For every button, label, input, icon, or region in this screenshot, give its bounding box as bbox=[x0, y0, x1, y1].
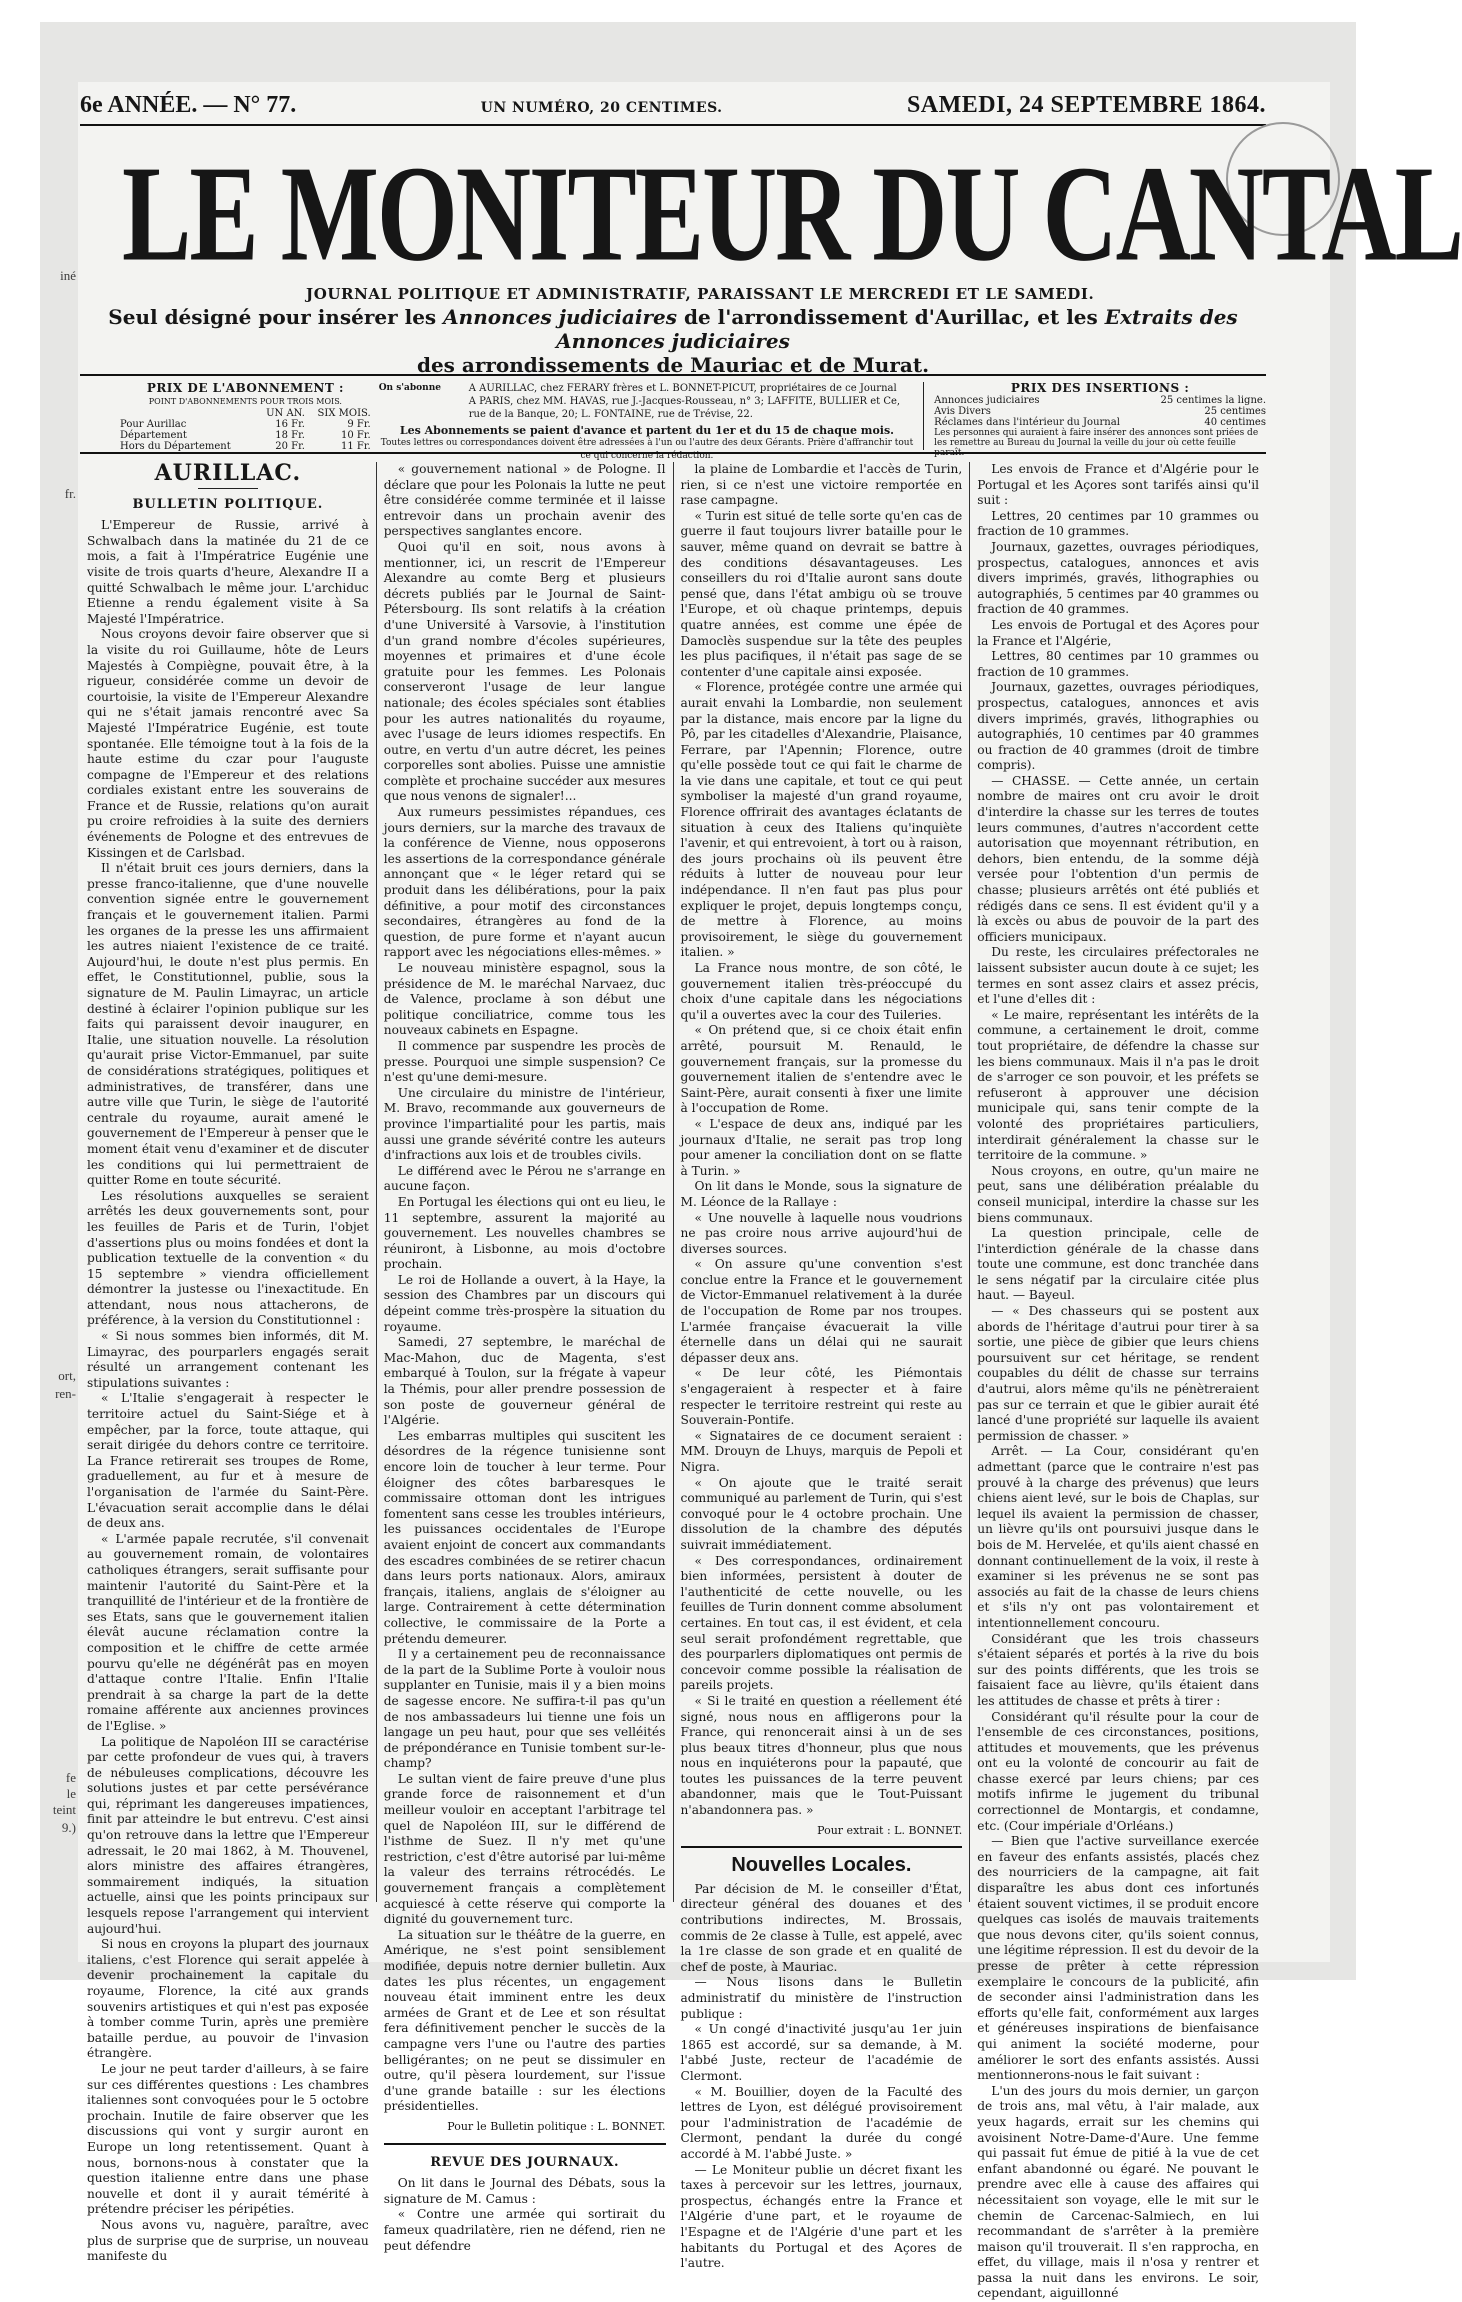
paragraph: Nous croyons, en outre, qu'un maire ne peut, sans une délibération préalable du conseil municipal, interdire la chasse sur les biens communaux. bbox=[977, 1163, 1259, 1225]
paragraph: « Signataires de ce document seraient : MM. Drouyn de Lhuys, marquis de Pepoli et Nigra. bbox=[680, 1428, 963, 1474]
correspondence-note: Toutes lettres ou correspondances doivent être adressées à l'un ou l'autre des deux Gérants. Prière d'affranchir tout ce qui concerne la rédaction. bbox=[380, 438, 914, 461]
top-rule bbox=[80, 124, 1266, 126]
paragraph: Nous avons vu, naguère, paraître, avec plus de surprise que de surprise, un nouveau manifeste du bbox=[87, 2217, 369, 2264]
notice-part: de l'arrondissement d'Aurillac, et les bbox=[683, 305, 1098, 329]
table-row bbox=[120, 408, 371, 419]
insertion-prices bbox=[923, 381, 1266, 458]
divider bbox=[384, 2143, 666, 2145]
row-label: Département bbox=[120, 430, 187, 441]
divider bbox=[198, 488, 258, 489]
paragraph: La situation sur le théâtre de la guerre, en Amérique, ne s'est point sensiblement modifiée, depuis notre dernier bulletin. Aux dates les plus récentes, un engagement nouveau était imminent entre les deux armées de Grant et de Lee et son résultat fera définitivement pencher le succès de la campagne vers l'une ou l'autre des parties belligérantes; on ne peut se dissimuler en outre, qu'il pèsera lourdement, sur l'issue d'une grande bataille : sur les élections présidentielles. bbox=[383, 1927, 666, 2114]
notice-part: Annonces judiciaires bbox=[443, 305, 677, 329]
column-2 bbox=[377, 462, 674, 2253]
location-row bbox=[379, 395, 915, 421]
paragraph: « gouvernement national » de Pologne. Il déclare que pour les Polonais la lutte ne peut être considérée comme terminée et il laisse entrevoir dans un prochain avenir des perspectives sanglantes encore. bbox=[383, 462, 666, 539]
paragraph: — CHASSE. — Cette année, un certain nombre de maires ont cru avoir le droit d'interdire la chasse sur les terres de toutes leurs communes, d'autres n'accordent cette autorisation que moyennant rétribution, en dehors, bien entendu, de la somme déjà versée pour l'obtention d'un permis de chasse; plusieurs arrêtés ont été publiés et rédigés dans ce sens. Il est évident qu'il y a là excès ou abus de pouvoir de la part des officiers municipaux. bbox=[977, 773, 1259, 944]
paragraph: « Si nous sommes bien informés, dit M. Limayrac, des pourparlers engagés serait résulté un arrangement contenant les stipulations suivantes : bbox=[87, 1329, 369, 1390]
paragraph: « L'Italie s'engagerait à respecter le territoire actuel du Saint-Siége et à empêcher, par la force, toute attaque, qui serait dirigée du dehors contre ce territoire. La France retirerait ses troupes de Rome, graduellement, au fur et à mesure de l'organisation de l'armée du Saint-Père. L'évacuation serait accomplie dans le délai de deux ans. bbox=[87, 1391, 369, 1531]
paragraph: Samedi, 27 septembre, le maréchal de Mac-Mahon, duc de Magenta, s'est embarqué à Toulon, sur la frégate à vapeur la Thémis, pour aller prendre possession de son poste de gouverneur général de l'Algérie. bbox=[383, 1335, 666, 1428]
price-cell: 25 centimes la ligne. bbox=[1160, 395, 1266, 406]
payment-note: Les Abonnements se paient d'avance et partent du 1er et du 15 de chaque mois. bbox=[399, 424, 894, 437]
location-text: A PARIS, chez MM. HAVAS, rue J.-Jacques-Rousseau, n° 3; LAFFITE, BULLIER et Ce, rue de la Banque, 20; L. FONTAINE, rue de Trévise, 22. bbox=[468, 396, 901, 420]
paragraph: Nous croyons devoir faire observer que si la visite du roi Guillaume, hôte de Leurs Majestés à Compiègne, pouvait être, à la rigueur, considérée comme un devoir de courtoisie, la visite de l'Empereur Alexandre qui ne s'était jamais rencontré avec Sa Majesté l'Impératrice Eugénie, est toute spontanée. Elle témoigne tout à la fois de la haute estime du czar pour l'auguste compagne de l'Empereur et des relations cordiales existant entre les souverains de France et de Russie, relations qu'on aurait pu croire refroidies à la suite des derniers événements de Pologne et des entrevues de Kissingen et de Carlsbad. bbox=[87, 627, 369, 860]
paragraph: Considérant que les trois chasseurs s'étaient séparés et portés à la rive du bois sur des points différents, que les trois se faisaient face au lièvre, qu'ils étaient dans les attitudes de chasse et prêts à tirer : bbox=[977, 1631, 1259, 1708]
paragraph: En Portugal les élections qui ont eu lieu, le 11 septembre, assurent la majorité au gouvernement. Les nouvelles chambres se réuniront, à Lisbonne, au mois d'octobre prochain. bbox=[383, 1194, 666, 1272]
paragraph: Les envois de Portugal et des Açores pour la France et l'Algérie, bbox=[977, 617, 1259, 648]
issue-price: UN NUMÉRO, 20 CENTIMES. bbox=[480, 100, 723, 116]
insertion-title: PRIX DES INSERTIONS : bbox=[1010, 381, 1190, 395]
paragraph: La France nous montre, de son côté, le gouvernement italien très-préoccupé du choix d'une capitale dans les négociations qu'il a ouvertes avec la cour des Tuileries. bbox=[680, 961, 963, 1022]
paragraph: On lit dans le Journal des Débats, sous la signature de M. Camus : bbox=[383, 2176, 666, 2206]
paragraph: Quoi qu'il en soit, nous avons à mentionner, ici, un rescrit de l'Empereur Alexandre au comte Berg et plusieurs décrets publiés par le Journal de Saint-Pétersbourg. Ils sont relatifs à la création d'une Université à Varsovie, à l'institution d'un grand nombre d'écoles supérieures, moyennes et primaires et d'une école gratuite pour les femmes. Les Polonais conserveront l'usage de leur langue nationale; des écoles spéciales sont établies pour les autres nationalités du royaume, avec l'usage de leurs idiomes respectifs. En outre, en vertu d'un autre décret, les peines corporelles sont abolies. Puisse une amnistie complète et prochaine succéder aux mesures que nous venons de signaler!... bbox=[383, 539, 666, 804]
column-4 bbox=[970, 462, 1266, 2301]
paragraph: « Un congé d'inactivité jusqu'au 1er juin 1865 est accordé, sur sa demande, à M. l'abbé Juste, recteur de l'académie de Clermont. bbox=[680, 2022, 963, 2083]
paragraph: Le roi de Hollande a ouvert, à la Haye, la session des Chambres par un discours qui dépeint comme très-prospère la situation du royaume. bbox=[383, 1272, 666, 1334]
paragraph: « Si le traité en question a réellement été signé, nous nous en affligerons pour la France, qui renoncerait ainsi à un de ses plus beaux titres d'honneur, plus que nous nous en inquiéterons pour la papauté, que toutes les puissances de la terre peuvent abandonner, mais que le Tout-Puissant n'abandonnera pas. » bbox=[680, 1693, 963, 1818]
signature: Pour le Bulletin politique : L. BONNET. bbox=[447, 2119, 666, 2133]
edge-fragment: 9.) bbox=[61, 1820, 76, 1835]
paragraph: « Le maire, représentant les intérêts de la commune, a certainement le droit, comme tout propriétaire, de défendre la chasse sur les biens communaux. Mais il n'a pas le droit de s'arroger ce son pouvoir, et les préfets se refuseront à approuver une décision municipale qui, sans tenir compte de la volonté des propriétaires particuliers, interdirait généralement la chasse sur le territoire de la commune. » bbox=[977, 1007, 1259, 1163]
subscription-title: PRIX DE L'ABONNEMENT : bbox=[146, 381, 344, 395]
article-columns bbox=[80, 460, 1266, 2301]
table-row bbox=[120, 441, 371, 452]
paragraph: On lit dans le Monde, sous la signature de M. Léonce de la Rallaye : bbox=[680, 1179, 963, 1209]
edge-fragment: ort, bbox=[58, 1368, 76, 1383]
paragraph: Il commence par suspendre les procès de presse. Pourquoi une simple suspension? Ce n'est qu'une demi-mesure. bbox=[383, 1038, 666, 1085]
paragraph: Il y a certainement peu de reconnaissance de la part de la Sublime Porte à vouloir nous supplanter en Tunisie, mais il y a bien moins de sagesse encore. Ne suffira-t-il pas qu'un de nos ambassadeurs lui tienne une fois un langage un peu haut, pour que ses velléités de prépondérance en Tunisie tombent sur-le-champ? bbox=[383, 1647, 666, 1771]
price-cell: 25 centimes bbox=[1204, 406, 1266, 417]
paragraph: « Florence, protégée contre une armée qui aurait envahi la Lombardie, non seulement par la distance, mais encore par la ligne du Pô, par les citadelles d'Alexandrie, Plaisance, Ferrare, par l'Apennin; Florence, outre qu'elle possède tout ce qui fait le charme de la vie dans une capitale, et tout ce qui peut symboliser la majesté d'un grand royaume, Florence offrirait des avantages éclatants de situation à ceux des Italiens qu'inquiète l'avenir, et qui entrevoient, à tort ou à raison, des jours prochains où ils peuvent être réduits à lutter de nouveau pour leur indépendance. Il n'en faut pas plus pour expliquer le projet, depuis longtemps conçu, de mettre à Florence, au moins provisoirement, le siège du gouvernement italien. » bbox=[680, 680, 963, 960]
subscription-prices bbox=[80, 382, 371, 450]
masthead-subtitle: JOURNAL POLITIQUE ET ADMINISTRATIF, PARAISSANT LE MERCREDI ET LE SAMEDI. bbox=[306, 285, 1095, 303]
column-header: UN AN. bbox=[266, 408, 305, 419]
paragraph: Le différend avec le Pérou ne s'arrange en aucune façon. bbox=[383, 1163, 666, 1194]
paragraph: La politique de Napoléon III se caractérise par cette profondeur de vues qui, à travers de nébuleuses complications, découvre les solutions justes et par cette persévérance qui, réprimant les dangereuses impatiences, finit par atteindre le but entrevu. C'est ainsi qu'on retrouve dans la lettre que l'Empereur adressait, le 20 mai 1862, à M. Thouvenel, alors ministre des affaires étrangères, sommairement indiqués, la situation actuelle, ainsi que les points principaux sur lesquels repose l'arrangement qui intervient aujourd'hui. bbox=[87, 1734, 369, 1936]
paragraph: Lettres, 20 centimes par 10 grammes ou fraction de 10 grammes. bbox=[977, 508, 1259, 539]
paragraph: Le nouveau ministère espagnol, sous la présidence de M. le maréchal Narvaez, duc de Valence, proclame à son début une politique conciliatrice, comme tous les nouveaux cabinets en Espagne. bbox=[383, 961, 666, 1038]
paragraph: L'Empereur de Russie, arrivé à Schwalbach dans la matinée du 21 de ce mois, a fait à l'Impératrice Eugénie une visite de trois quarts d'heure, Alexandre II a quitté Schwalbach le même jour. L'archiduc Etienne a rendu également visite à Sa Majesté l'Impératrice. bbox=[87, 518, 369, 626]
column-header: SIX MOIS. bbox=[317, 408, 371, 419]
subscription-rule bbox=[80, 452, 1266, 454]
subscription-locations bbox=[371, 382, 923, 461]
subscription-bar bbox=[80, 381, 1266, 461]
paragraph: « Des correspondances, ordinairement bien informées, persistent à douter de l'authenticité de cette nouvelle, ou les feuilles de Turin donnent comme absolument certaines. En tout cas, il est évident, et cela seul serait profondément regrettable, que des pourparlers diplomatiques ont permis de concevoir comme possible la réalisation de pareils projets. bbox=[680, 1553, 963, 1693]
paragraph: Arrêt. — La Cour, considérant qu'en admettant (parce que le contraire n'est pas prouvé à la charge des prévenus) que leurs chiens aient levé, sur le bois de Chaplas, sur lequel ils avaient la permission de chasser, un lièvre qu'ils ont poursuivi jusque dans le bois de M. Hervelée, et qu'ils aient chassé en donnant continuellement de la voix, il reste à examiner si les prévenus ne se sont pas associés au fait de la chasse de leurs chiens et s'ils n'y ont pas volontairement et intentionnellement concouru. bbox=[977, 1444, 1259, 1630]
paragraph: L'un des jours du mois dernier, un garçon de trois ans, mal vêtu, à l'air malade, aux yeux hagards, errait sur les chemins qui avoisinent Notre-Dame-d'Aure. Une femme qui passait fut émue de pitié à la vue de cet enfant abandonné ou égaré. Ne pouvant le prendre avec elle à cause des affaires qui nécessitaient son voyage, elle le mit sur le chemin de Carcenac-Salmiech, en lui recommandant de s'arrêter à la première maison qu'il trouverait. Il s'en rapprocha, en effet, du village, mais il n'osa y rentrer et passa la nuit dans les environs. Le soir, cependant, aiguillonné bbox=[977, 2083, 1259, 2301]
paragraph: Le jour ne peut tarder d'ailleurs, à se faire sur ces différentes questions : Les chambres italiennes sont convoquées pour le 5 octobre prochain. Inutile de faire observer que les discussions qui vont y surgir auront en Europe un long retentissement. Quant à nous, bornons-nous à constater que la question italienne entre dans une phase nouvelle et dont il y aurait témérité à prétendre préciser les péripéties. bbox=[87, 2061, 369, 2217]
divider bbox=[681, 1846, 963, 1848]
insertion-table bbox=[934, 395, 1266, 428]
column-1 bbox=[80, 460, 377, 2264]
paragraph: — Nous lisons dans le Bulletin administratif du ministère de l'instruction publique : bbox=[680, 1975, 963, 2021]
paragraph: « Une nouvelle à laquelle nous voudrions ne pas croire nous arrive aujourd'hui de diverses sources. bbox=[680, 1210, 963, 1256]
price-cell: 16 Fr. bbox=[275, 419, 305, 430]
paragraph: « On ajoute que le traité serait communiqué au parlement de Turin, qui s'est convoqué pour le 4 octobre prochain. Une dissolution de la chambre des députés suivrait immédiatement. bbox=[680, 1475, 963, 1552]
paragraph: Une circulaire du ministre de l'intérieur, M. Bravo, recommande aux gouverneurs de province l'impartialité pour les partis, mais aussi une grande sévérité contre les auteurs d'infractions aux lois et de troubles civils. bbox=[383, 1085, 666, 1163]
price-cell: 10 Fr. bbox=[341, 430, 371, 441]
edge-fragment: fr. bbox=[64, 486, 76, 501]
paragraph: Du reste, les circulaires préfectorales ne laissent subsister aucun doute à ce sujet; les termes en sont assez clairs et assez précis, et l'une d'elles dit : bbox=[977, 945, 1259, 1007]
table-row bbox=[934, 417, 1266, 428]
notice-part: des arrondissements de Mauriac et de Murat. bbox=[416, 353, 930, 377]
section-heading: AURILLAC. bbox=[154, 460, 302, 486]
paragraph: Si nous en croyons la plupart des journaux italiens, c'est Florence qui serait appelée à devenir prochainement la capitale du royaume, Florence, la cité aux grands souvenirs artistiques et qui n'est pas exposée à tomber comme Turin, après une première bataille perdue, au pouvoir de l'invasion étrangère. bbox=[87, 1937, 369, 2061]
paragraph: la plaine de Lombardie et l'accès de Turin, rien, si ce n'est une victoire remportée en rase campagne. bbox=[680, 462, 963, 508]
edge-fragment: teint bbox=[52, 1802, 76, 1817]
row-label: Réclames dans l'intérieur du Journal bbox=[934, 417, 1120, 428]
paragraph: — Le Moniteur publie un décret fixant les taxes à percevoir sur les lettres, journaux, prospectus, échangés entre la France et l'Algérie d'une part, et le royaume de l'Espagne et de l'Algérie d'une part et les habitants du Portugal et des Açores de l'autre. bbox=[680, 2162, 963, 2271]
paragraph: La question principale, celle de l'interdiction générale de la chasse dans toute une commune, est donc tranchée dans le sens négatif par la circulaire citée plus haut. — Bayeul. bbox=[977, 1226, 1259, 1303]
paragraph: Aux rumeurs pessimistes répandues, ces jours derniers, sur la marche des travaux de la conférence de Vienne, nous opposerons les assertions de la correspondance générale annonçant que « le léger retard qui se produit dans les délibérations, pour la paix définitive, a pour motif des circonstances secondaires, étrangères au fond de la question, de pure forme et n'ayant aucun rapport avec les négociations elles-mêmes. » bbox=[383, 805, 666, 960]
table-row bbox=[934, 395, 1266, 406]
location-text: A AURILLAC, chez FERARY frères et L. BONNET-PICUT, propriétaires de ce Journal bbox=[468, 383, 897, 394]
dateline bbox=[80, 92, 1266, 119]
paragraph: Lettres, 80 centimes par 10 grammes ou fraction de 10 grammes. bbox=[977, 649, 1259, 679]
row-label: Avis Divers bbox=[934, 406, 991, 417]
legal-notice-line bbox=[80, 305, 1266, 377]
paragraph: — « Des chasseurs qui se postent aux abords de l'héritage d'autrui pour tirer à sa sortie, une pièce de gibier que leurs chiens poursuivent sur cet héritage, se rendent coupables du délit de chasse sur terrains d'autrui, alors même qu'ils ne pénètreraient pas sur ce terrain et que le gibier aurait été lancé d'une propriété sur laquelle ils avaient permission de chasser. » bbox=[977, 1304, 1259, 1443]
insertion-note: Les personnes qui auraient à faire insérer des annonces sont priées de les remettre au Bureau du Journal la veille du jour où cette feuille paraît. bbox=[934, 428, 1259, 458]
row-label: Annonces judiciaires bbox=[934, 395, 1040, 406]
paragraph: « Contre une armée qui sortirait du fameux quadrilatère, rien ne défend, rien ne peut défendre bbox=[383, 2207, 666, 2253]
paragraph: « On prétend que, si ce choix était enfin arrêté, poursuit M. Renauld, le gouvernement français, sur la promesse du gouvernement italien de s'entendre avec le Saint-Père, aurait consenti à fixer une limite à l'occupation de Rome. bbox=[680, 1023, 963, 1116]
paragraph: Les envois de France et d'Algérie pour le Portugal et les Açores sont tarifés ainsi qu'il suit : bbox=[977, 462, 1259, 508]
location-label: On s'abonne bbox=[378, 383, 441, 393]
table-row bbox=[120, 430, 371, 441]
paragraph: — Bien que l'active surveillance exercée en faveur des enfants assistés, placés chez des nourriciers de la campagne, ait fait disparaître les abus dont ces infortunés étaient souvent victimes, il se produit encore quelques cas isolés de mauvais traitements que nous devons citer, qu'ils soient connus, une légitime répression. Il est du devoir de la presse de prêter à cette répression exemplaire le concours de la publicité, afin de seconder ainsi l'administration dans les efforts qu'elle fait, conformément aux larges et généreuses inspirations de bienfaisance qui animent la société moderne, pour améliorer le sort des enfants assistés. Aussi mentionnerons-nous le fait suivant : bbox=[977, 1834, 1259, 2083]
paragraph: Considérant qu'il résulte pour la cour de l'ensemble de ces circonstances, positions, attitudes et mouvements, que les prévenus ont eu la volonté de concourir au fait de chasse exercé par leurs chiens; par ces motifs infirme le jugement du tribunal correctionnel de Montargis, et condamne, etc. (Cour impériale d'Orléans.) bbox=[977, 1709, 1259, 1833]
edge-fragment: ren- bbox=[55, 1386, 76, 1401]
location-row bbox=[379, 382, 915, 395]
price-cell: 11 Fr. bbox=[341, 441, 371, 452]
row-label: Pour Aurillac bbox=[120, 419, 187, 430]
price-cell: 20 Fr. bbox=[275, 441, 305, 452]
paragraph: « Turin est situé de telle sorte qu'en cas de guerre il faut toujours livrer bataille pour le sauver, même quand on devrait se battre à des conditions désavantageuses. Les conseillers du roi d'Italie auront sans doute pensé que, dans l'état ambigu où se trouve l'Europe, et où chaque printemps, depuis quatre années, est comme une épée de Damoclès suspendue sur la tête des peuples les plus pacifiques, il n'était pas sage de se contenter d'une capitale ainsi exposée. bbox=[680, 508, 963, 679]
subscription-subtitle: POINT D'ABONNEMENTS POUR TROIS MOIS. bbox=[148, 397, 342, 406]
paragraph: « L'armée papale recrutée, s'il convenait au gouvernement romain, de volontaires catholiques étrangers, serait suffisante pour maintenir l'autorité du Saint-Père et la tranquillité de l'intérieur et de la frontière de ses Etats, sans que le gouvernement italien élevât aucune réclamation contre la composition et le chiffre de cette armée pourvu qu'elle ne dégénérât pas en moyen d'attaque contre l'Italie. Enfin l'Italie prendrait à sa charge la part de la dette romaine afférente aux anciennes provinces de l'Eglise. » bbox=[87, 1531, 369, 1733]
paragraph: Par décision de M. le conseiller d'État, directeur général des douanes et des contributions indirectes, M. Brossais, commis de 2e classe à Tulle, est appelé, avec la 1re classe de son grade et en qualité de chef de poste, à Mauriac. bbox=[680, 1881, 963, 1974]
table-row bbox=[120, 419, 371, 430]
revue-heading: REVUE DES JOURNAUX. bbox=[430, 2154, 619, 2170]
paragraph: « M. Bouillier, doyen de la Faculté des lettres de Lyon, est délégué provisoirement pour l'administration de l'académie de Clermont, pendant la durée du congé accordé à M. l'abbé Juste. » bbox=[680, 2084, 963, 2161]
paragraph: Il n'était bruit ces jours derniers, dans la presse franco-italienne, que d'une nouvelle convention signée entre le gouvernement français et le gouvernement italien. Parmi les organes de la presse les uns affirmaient les autres niaient l'existence de ce traité. Aujourd'hui, le doute n'est plus permis. En effet, le Constitutionnel, publie, sous la signature de M. Paulin Limayrac, un article destiné à éclairer l'opinion publique sur les faits qui paraissent devoir inaugurer, en Italie, une situation nouvelle. La résolution qu'aurait prise Victor-Emmanuel, par suite de considérations stratégiques, politiques et administratives, de transférer, dans une autre ville que Turin, le siège de l'autorité centrale du royaume, aurait amené le gouvernement de l'Empereur à penser que le moment était venu d'examiner et de discuter les conditions qui lui permettraient de quitter Rome en toute sécurité. bbox=[87, 861, 369, 1188]
notice-part: Extraits des Annonces judiciaires bbox=[556, 305, 1238, 353]
issue-date: SAMEDI, 24 SEPTEMBRE 1864. bbox=[906, 92, 1266, 118]
price-table bbox=[120, 408, 371, 452]
masthead-title: LE MONITEUR DU CANTAL bbox=[122, 138, 1462, 290]
column-3 bbox=[674, 462, 971, 2271]
paragraph: Journaux, gazettes, ouvrages périodiques, prospectus, catalogues, annonces et avis divers imprimés, gravés, lithographies ou autographiés, 10 centimes par 40 grammes ou fraction de 40 grammes (droit de timbre compris). bbox=[977, 680, 1259, 773]
edge-fragment: fe bbox=[65, 1770, 76, 1785]
paragraph: Journaux, gazettes, ouvrages périodiques, prospectus, catalogues, annonces et avis divers imprimés, gravés, lithographies ou autographiés, 5 centimes par 40 grammes ou fraction de 40 grammes. bbox=[977, 539, 1259, 617]
edge-fragment: iné bbox=[60, 268, 76, 283]
paragraph: Les embarras multiples qui suscitent les désordres de la régence tunisienne sont encore loin de toucher à leur terme. Pour éloigner des côtes barbaresques le commissaire ottoman dont les intrigues fomentent sans cesse les troubles intérieurs, les puissances occidentales de l'Europe avaient enjoint de concert aux commandants des escadres combinées de se retirer chacun dans leurs ports nationaux. Alors, amiraux français, italiens, anglais de s'éloigner au large. Contrairement à cette détermination collective, le commissaire de la Porte a prétendu demeurer. bbox=[383, 1428, 666, 1646]
paragraph: « De leur côté, les Piémontais s'engageraient à respecter et à faire respecter le territoire restreint qui reste au Souverain-Pontife. bbox=[680, 1366, 963, 1428]
table-row bbox=[934, 406, 1266, 417]
paragraph: « L'espace de deux ans, indiqué par les journaux d'Italie, ne serait pas trop long pour amener la conciliation dont on se flatte à Turin. » bbox=[680, 1116, 963, 1178]
paragraph: « On assure qu'une convention s'est conclue entre la France et le gouvernement de Victor-Emmanuel relativement à la durée de l'occupation de Rome par nos troupes. L'armée française évacuerait la ville éternelle dans un délai qui ne saurait dépasser deux ans. bbox=[680, 1257, 963, 1365]
masthead-rule bbox=[80, 374, 1266, 376]
paragraph: Les résolutions auxquelles se seraient arrêtés les deux gouvernements sont, pour les feuilles de Paris et de Turin, l'objet d'assertions plus ou moins fondées et dont la publication textuelle de la convention « du 15 septembre » viendra officiellement démontrer la justesse ou l'inexactitude. En attendant, nous nous attacherons, de préférence, à la version du Constitutionnel : bbox=[87, 1188, 369, 1328]
notice-part: Seul désigné pour insérer les bbox=[108, 305, 437, 329]
issue-number: 6e ANNÉE. — N° 77. bbox=[80, 92, 297, 118]
price-cell: 9 Fr. bbox=[347, 419, 371, 430]
paragraph: Le sultan vient de faire preuve d'une plus grande force de raisonnement et d'un meilleur vouloir en acceptant l'arbitrage tel quel de Napoléon III, sur le différend de l'isthme de Suez. Il n'y met qu'une restriction, c'est d'être autorisé par lui-même la valeur des terrains rétrocédés. Le gouvernement français a complètement acquiescé à cette réserve qui comporte la dignité du gouvernement turc. bbox=[383, 1771, 666, 1927]
edge-fragment: le bbox=[66, 1786, 76, 1801]
local-news-heading: Nouvelles Locales. bbox=[731, 1854, 912, 1877]
price-cell: 18 Fr. bbox=[275, 430, 305, 441]
row-label: Hors du Département bbox=[120, 441, 231, 452]
signature: Pour extrait : L. BONNET. bbox=[817, 1823, 963, 1837]
bulletin-heading: BULLETIN POLITIQUE. bbox=[132, 496, 324, 512]
price-cell: 40 centimes bbox=[1204, 417, 1266, 428]
